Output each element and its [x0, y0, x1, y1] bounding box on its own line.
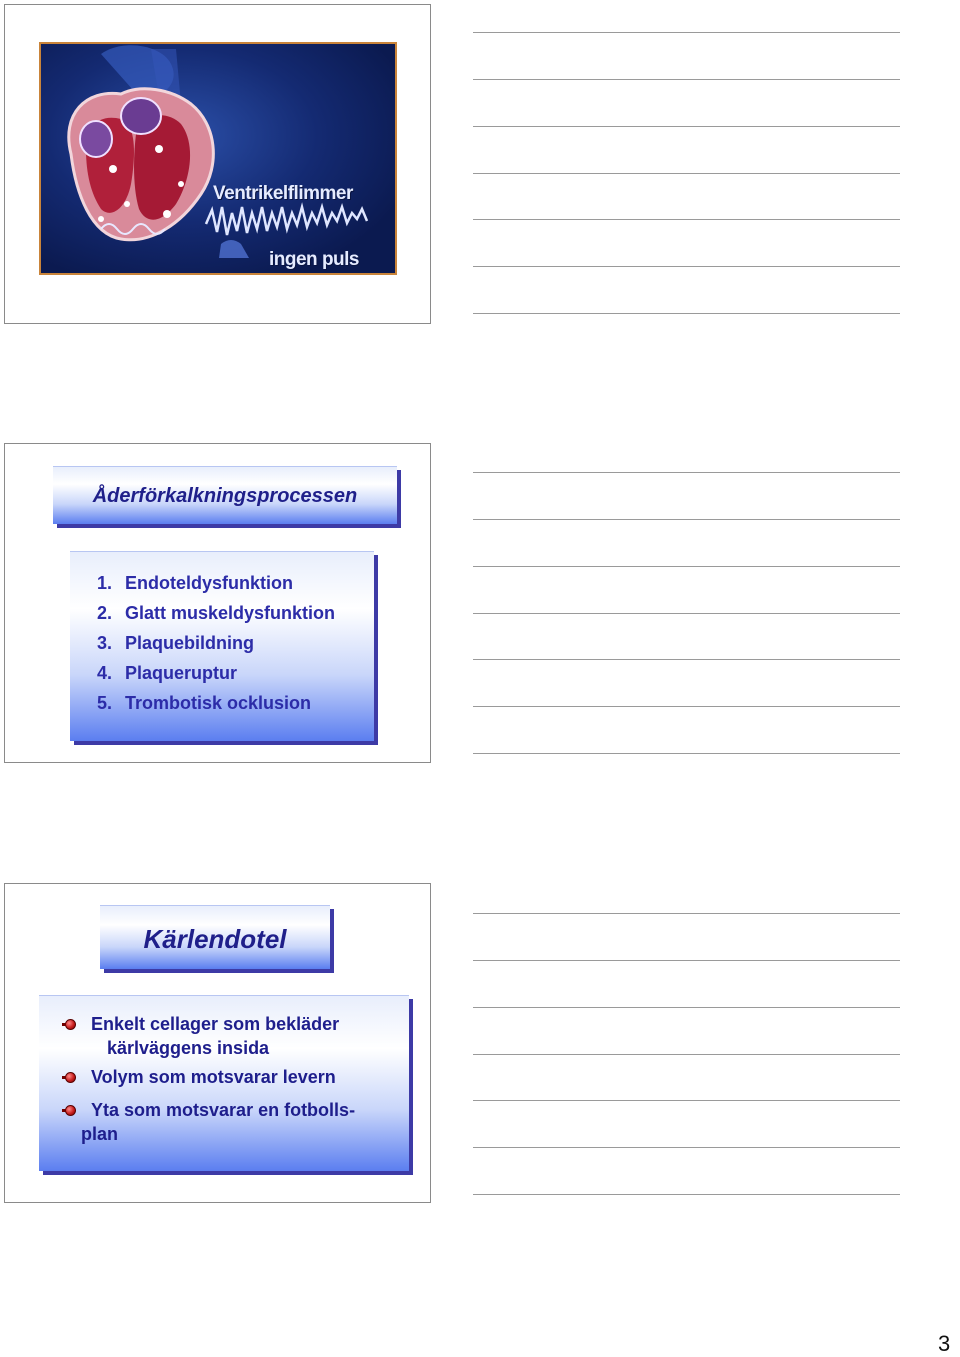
note-line — [473, 1194, 900, 1195]
list-item-label: Plaquebildning — [125, 633, 254, 653]
note-line — [473, 79, 900, 80]
image-caption-ventrikelflimmer: Ventrikelflimmer — [213, 183, 353, 204]
note-line — [473, 1007, 900, 1008]
heart-ventricular-fibrillation-image — [39, 42, 397, 275]
process-steps-list — [97, 571, 335, 721]
slide-2-title: Åderförkalkningsprocessen — [92, 485, 358, 507]
list-item-label: Trombotisk ocklusion — [125, 693, 312, 713]
list-item-label: Glatt muskeldysfunktion — [125, 603, 336, 623]
bullet-text-continued: plan — [81, 1124, 119, 1144]
list-item — [97, 631, 335, 661]
page-number: 3 — [938, 1331, 951, 1356]
slide-1 — [4, 4, 431, 324]
note-line — [473, 913, 900, 914]
bullet-text-continued: kärlväggens insida — [107, 1038, 270, 1058]
list-item-label: Endoteldysfunktion — [125, 573, 293, 593]
note-line — [473, 126, 900, 127]
bullet-text: Volym som motsvarar levern — [91, 1067, 336, 1087]
heart-illustration — [41, 44, 395, 273]
slide-3 — [4, 883, 431, 1203]
slide-2-list-box — [70, 551, 374, 741]
slide-3-title-box — [100, 905, 330, 969]
bullet-text: Enkelt cellager som bekläder — [91, 1014, 340, 1034]
note-line — [473, 173, 900, 174]
list-item — [97, 601, 335, 631]
image-caption-ingen-puls: ingen puls — [269, 249, 359, 270]
note-line — [473, 1054, 900, 1055]
note-line — [473, 519, 900, 520]
note-line — [473, 219, 900, 220]
note-line — [473, 753, 900, 754]
note-line — [473, 266, 900, 267]
bullet-text: Yta som motsvarar en fotbolls- — [91, 1100, 356, 1120]
list-item-number: 1. — [97, 573, 113, 593]
list-item-number: 3. — [97, 633, 113, 653]
note-line — [473, 659, 900, 660]
note-line — [473, 32, 900, 33]
list-item-number: 4. — [97, 663, 113, 683]
note-line — [473, 613, 900, 614]
note-line — [473, 472, 900, 473]
list-item-number: 2. — [97, 603, 113, 623]
list-item — [97, 661, 335, 691]
note-line — [473, 706, 900, 707]
slide-3-bullet-box — [39, 995, 409, 1171]
list-item — [97, 571, 335, 601]
note-line — [473, 960, 900, 961]
bullet-icon — [65, 1019, 76, 1030]
note-line — [473, 313, 900, 314]
note-line — [473, 566, 900, 567]
list-item-label: Plaqueruptur — [125, 663, 238, 683]
bullet-icon — [65, 1105, 76, 1116]
list-item — [97, 691, 335, 721]
note-line — [473, 1147, 900, 1148]
list-item-number: 5. — [97, 693, 113, 713]
slide-3-title: Kärlendotel — [143, 924, 287, 954]
slide-2-title-box — [53, 466, 397, 524]
note-line — [473, 1100, 900, 1101]
slide-2 — [4, 443, 431, 763]
bullet-icon — [65, 1072, 76, 1083]
